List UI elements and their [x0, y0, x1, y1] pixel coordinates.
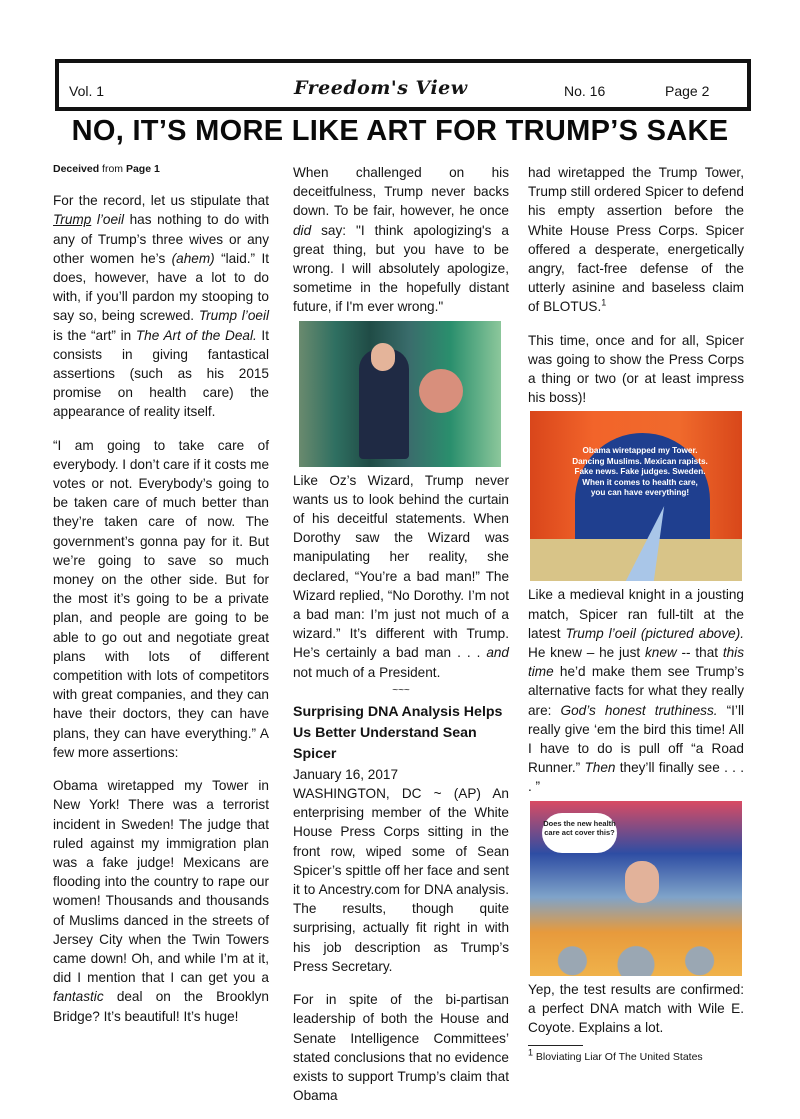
- article-date: January 16, 2017: [293, 766, 399, 782]
- paragraph: Like a medieval knight in a jousting match, Spicer ran full-tilt at the latest Trump l’oeil (pictured above). He knew – he just knew -- that this time he’d make them see Trump’s alternative facts for what they really are: God’s honest truthiness. “I’ll really give ‘em the bird this time! All I have to do is pull off “a Road Runner.” Then they’ll finally see . . . . ”: [528, 587, 745, 795]
- page-number: Page 2: [665, 83, 710, 99]
- section-separator: ~~~: [392, 684, 410, 696]
- footnote: $^1$ Bloviating Liar Of The United States: [528, 1047, 703, 1064]
- article-subhead: Surprising DNA Analysis Helps Us Better Understand Sean Spicer: [293, 703, 503, 762]
- column-3: [528, 163, 744, 1064]
- coyote-cartoon-image: [530, 801, 742, 976]
- paragraph: For the record, let us stipulate that Trump l’oeil has nothing to do with any of Trump’s three wives or any other women he’s (ahem) “laid.” It does, however, have a lot to do with, if you’ll pardon my stooping to say so, being screwed. Trump l’oeil is the “art” in The Art of the Deal. It consists in giving fantastical assertions (such as his 2015 promise on health care) the appearance of reality itself.: [53, 193, 270, 420]
- paragraph: WASHINGTON, DC ~ (AP) An enterprising member of the White House Press Corps sitting in the front row, wiped some of Sean Spicer’s spittle off her face and sent it to Ancestry.com for DNA analysis. The results, though quite surprising, actually fit right in with his job description as Trump’s Press Secretary.: [293, 786, 509, 974]
- tunnel-cartoon-image: [530, 411, 742, 581]
- dust-clouds: [530, 938, 742, 976]
- wizard-head: [371, 343, 395, 371]
- paragraph: This time, once and for all, Spicer was going to show the Press Corps a thing or two (or at least impress his boss)!: [528, 332, 744, 406]
- paragraph: For in spite of the bi-partisan leadership of both the House and Senate Intelligence Committees’ stated conclusions that no evidence exists to support Trump’s claim that Obama: [293, 992, 509, 1104]
- issue-number: No. 16: [564, 83, 606, 99]
- column-2: [293, 163, 509, 1119]
- footnote-divider: [528, 1045, 583, 1046]
- masthead: [55, 59, 751, 111]
- spicer-face: [625, 861, 659, 903]
- column-1: [53, 160, 269, 1040]
- tunnel-caption: Obama wiretapped my Tower. Dancing Muslims. Mexican rapists. Fake news. Fake judges. Sweden. When it comes to health care, you can have everything!: [572, 446, 708, 498]
- newspaper-title: Freedom's View: [294, 77, 468, 99]
- headline: NO, IT’S MORE LIKE ART FOR TRUMP’S SAKE: [71, 115, 729, 147]
- paragraph: Yep, the test results are confirmed: a perfect DNA match with Wile E. Coyote. Explains a lot.: [528, 981, 744, 1036]
- continued-from-line: Deceived from Page 1: [53, 163, 160, 175]
- thought-bubble: Does the new health care act cover this?: [542, 813, 617, 853]
- control-panel-disc: [419, 369, 463, 413]
- footnote-marker: 1: [601, 297, 607, 308]
- paragraph: When challenged on his deceitfulness, Trump never backs down. To be fair, however, he once did say: "I think apologizing's a great thing, but you have to be wrong. I will absolutely apologize, sometime in the hopefully distant future, if I'm ever wrong.": [293, 165, 509, 315]
- wizard-of-oz-image: [299, 321, 501, 467]
- paragraph: had wiretapped the Trump Tower, Trump still ordered Spicer to defend his empty assertion before the White House Press Corps. Spicer offered a desperate, energetically angry, fact-free defense of the utterly asinine and baseless claim of BLOTUS.$^1$: [528, 165, 744, 315]
- paragraph: Like Oz’s Wizard, Trump never wants us to look behind the curtain of his deceitful statements. When Dorothy saw the Wizard was manipulating her reality, she declared, “You’re a bad man!” The Wizard replied, “No Dorothy. I’m not a bad man: I’m just not much of a wizard.” It’s different with Trump. He’s certainly a bad man . . . and not much of a President.: [293, 472, 509, 680]
- paragraph: Obama wiretapped my Tower in New York! There was a terrorist incident in Sweden! The judge that ruled against my immigration plan was a fake judge! Mexicans are flooding into the country to rape our women! Thousands and thousands of Muslims danced in the streets of Jersey City when the Twin Towers came down! Oh, and while I’m at it, did I mention that I can get you a fantastic deal on the Brooklyn Bridge? It’s beautiful! It’s huge!: [53, 778, 269, 1024]
- paragraph: “I am going to take care of everybody. I don’t care if it costs me votes or not. Everybody’s going to be taken care of much better than they’re taken care of now. The government’s gonna pay for it. But we’re going to save so much money on the other side. But for the most it’s going to be a private plan, and people are going to be able to go out and negotiate great plans with lots of different competition with lots of competitors with great companies, and they can have their doctors, they can have plans, they can have everything.” A few more assertions:: [53, 437, 269, 760]
- volume-label: Vol. 1: [69, 83, 105, 99]
